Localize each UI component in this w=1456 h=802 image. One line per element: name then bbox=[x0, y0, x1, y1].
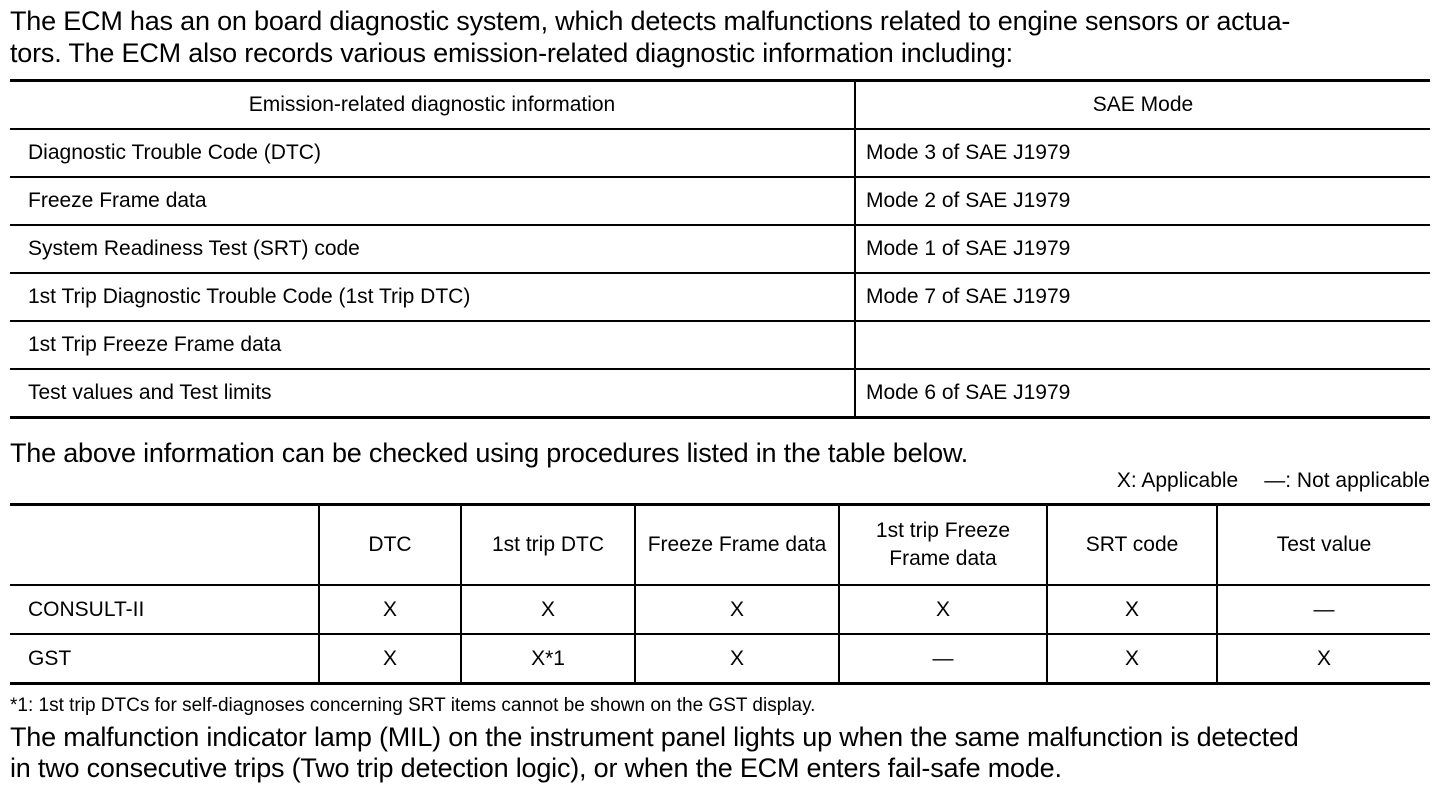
procedure-table bbox=[10, 503, 1430, 685]
info-cell: Freeze Frame data bbox=[10, 177, 855, 225]
row-label-gst: GST bbox=[10, 634, 319, 684]
sae-mode-cell: Mode 7 of SAE J1979 bbox=[855, 273, 1430, 321]
table-row bbox=[10, 369, 1430, 418]
closing-paragraph bbox=[10, 722, 1430, 784]
document-page bbox=[10, 0, 1430, 784]
emission-info-table bbox=[10, 79, 1430, 419]
table-header-row bbox=[10, 81, 1430, 130]
table-cell: X bbox=[461, 585, 635, 634]
table-cell: X bbox=[1316, 646, 1331, 670]
table-row bbox=[10, 634, 1430, 684]
table-row bbox=[10, 129, 1430, 177]
intro-line-1: The ECM has an on board diagnostic system, which detects malfunctions related to engine sensors or actua- bbox=[10, 6, 1291, 36]
legend-applicable: X: Applicable bbox=[1116, 469, 1239, 492]
table-row bbox=[10, 273, 1430, 321]
sae-mode-cell: Mode 3 of SAE J1979 bbox=[855, 129, 1430, 177]
middle-paragraph: The above information can be checked using procedures listed in the table below. bbox=[10, 438, 969, 468]
table-row bbox=[10, 585, 1430, 634]
table-cell: X bbox=[635, 634, 839, 684]
column-header-sae-mode: SAE Mode bbox=[855, 81, 1430, 130]
table-header-row bbox=[10, 505, 1430, 586]
sae-mode-cell bbox=[855, 321, 1430, 369]
table-row bbox=[10, 225, 1430, 273]
table-cell: X bbox=[1047, 585, 1217, 634]
footnote: *1: 1st trip DTCs for self-diagnoses concerning SRT items cannot be shown on the GST display. bbox=[10, 695, 816, 716]
table-cell: X*1 bbox=[461, 634, 635, 684]
info-cell: Diagnostic Trouble Code (DTC) bbox=[10, 129, 855, 177]
table-cell: — bbox=[839, 634, 1047, 684]
info-cell: Test values and Test limits bbox=[10, 369, 855, 418]
sae-mode-cell: Mode 6 of SAE J1979 bbox=[866, 381, 1071, 404]
table-cell: X bbox=[1047, 634, 1217, 684]
intro-line-2: tors. The ECM also records various emission-related diagnostic information including: bbox=[10, 38, 1013, 68]
applicability-legend bbox=[10, 469, 1430, 493]
legend-not-applicable: —: Not applicable bbox=[1264, 469, 1430, 492]
table-row bbox=[10, 321, 1430, 369]
table-cell: — bbox=[1217, 585, 1430, 634]
column-header-freeze-frame: Freeze Frame data bbox=[635, 505, 839, 586]
table-cell: X bbox=[319, 634, 461, 684]
table-cell: X bbox=[635, 585, 839, 634]
column-header-1st-trip-dtc: 1st trip DTC bbox=[461, 505, 635, 586]
info-cell: 1st Trip Freeze Frame data bbox=[10, 321, 855, 369]
row-label-consult: CONSULT-II bbox=[10, 585, 319, 634]
info-cell: System Readiness Test (SRT) code bbox=[10, 225, 855, 273]
table-cell: X bbox=[319, 585, 461, 634]
column-header-dtc: DTC bbox=[319, 505, 461, 586]
sae-mode-cell: Mode 1 of SAE J1979 bbox=[855, 225, 1430, 273]
column-header-blank bbox=[10, 505, 319, 586]
closing-line-1: The malfunction indicator lamp (MIL) on the instrument panel lights up when the same malfunction is detected bbox=[10, 722, 1299, 752]
closing-line-2: in two consecutive trips (Two trip detection logic), or when the ECM enters fail-safe mode. bbox=[10, 753, 1062, 783]
column-header-test-value: Test value bbox=[1217, 505, 1430, 586]
info-cell: 1st Trip Diagnostic Trouble Code (1st Trip DTC) bbox=[10, 273, 855, 321]
column-header-info: Emission-related diagnostic information bbox=[10, 81, 855, 130]
column-header-1st-trip-freeze-frame: 1st trip Freeze Frame data bbox=[839, 505, 1047, 586]
sae-mode-cell: Mode 2 of SAE J1979 bbox=[855, 177, 1430, 225]
column-header-srt-code: SRT code bbox=[1047, 505, 1217, 586]
intro-paragraph bbox=[10, 5, 1430, 69]
table-cell: X bbox=[839, 585, 1047, 634]
table-row bbox=[10, 177, 1430, 225]
